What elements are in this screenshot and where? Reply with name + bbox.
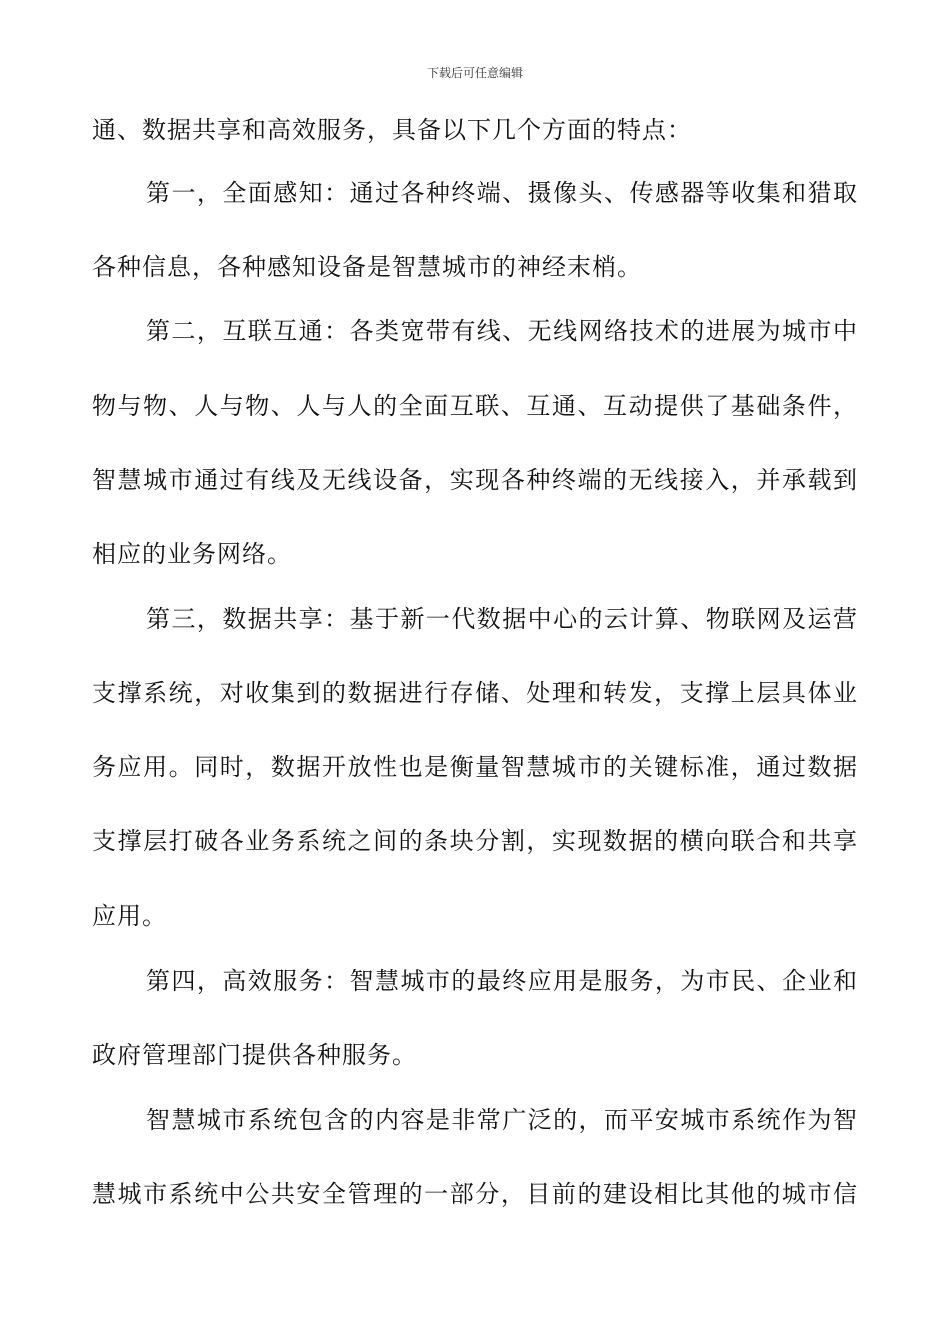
text-line-11: 支撑层打破各业务系统之间的条块分割，实现数据的横向联合和共享 [92, 827, 858, 855]
text-line-15: 智慧城市系统包含的内容是非常广泛的，而平安城市系统作为智 [146, 1106, 858, 1134]
text-line-10: 务应用。同时，数据开放性也是衡量智慧城市的关键标准，通过数据 [92, 753, 858, 781]
text-line-16: 慧城市系统中公共安全管理的一部分，目前的建设相比其他的城市信 [92, 1180, 858, 1208]
text-line-13: 第四，高效服务：智慧城市的最终应用是服务，为市民、企业和 [146, 967, 858, 995]
text-line-12: 应用。 [92, 902, 167, 930]
text-line-3: 各种信息，各种感知设备是智慧城市的神经末梢。 [92, 253, 642, 281]
text-line-1: 通、数据共享和高效服务，具备以下几个方面的特点： [92, 116, 692, 144]
text-line-9: 支撑系统，对收集到的数据进行存储、处理和转发，支撑上层具体业 [92, 679, 858, 707]
text-line-4: 第二，互联互通：各类宽带有线、无线网络技术的进展为城市中 [146, 317, 858, 345]
text-line-6: 智慧城市通过有线及无线设备，实现各种终端的无线接入，并承载到 [92, 466, 858, 494]
text-line-14: 政府管理部门提供各种服务。 [92, 1041, 417, 1069]
text-line-2: 第一，全面感知：通过各种终端、摄像头、传感器等收集和猎取 [146, 179, 858, 207]
text-line-5: 物与物、人与物、人与人的全面互联、互通、互动提供了基础条件， [92, 392, 858, 420]
page-header: 下载后可任意编辑 [426, 66, 523, 80]
text-line-7: 相应的业务网络。 [92, 540, 292, 568]
text-line-8: 第三，数据共享：基于新一代数据中心的云计算、物联网及运营 [146, 605, 858, 633]
